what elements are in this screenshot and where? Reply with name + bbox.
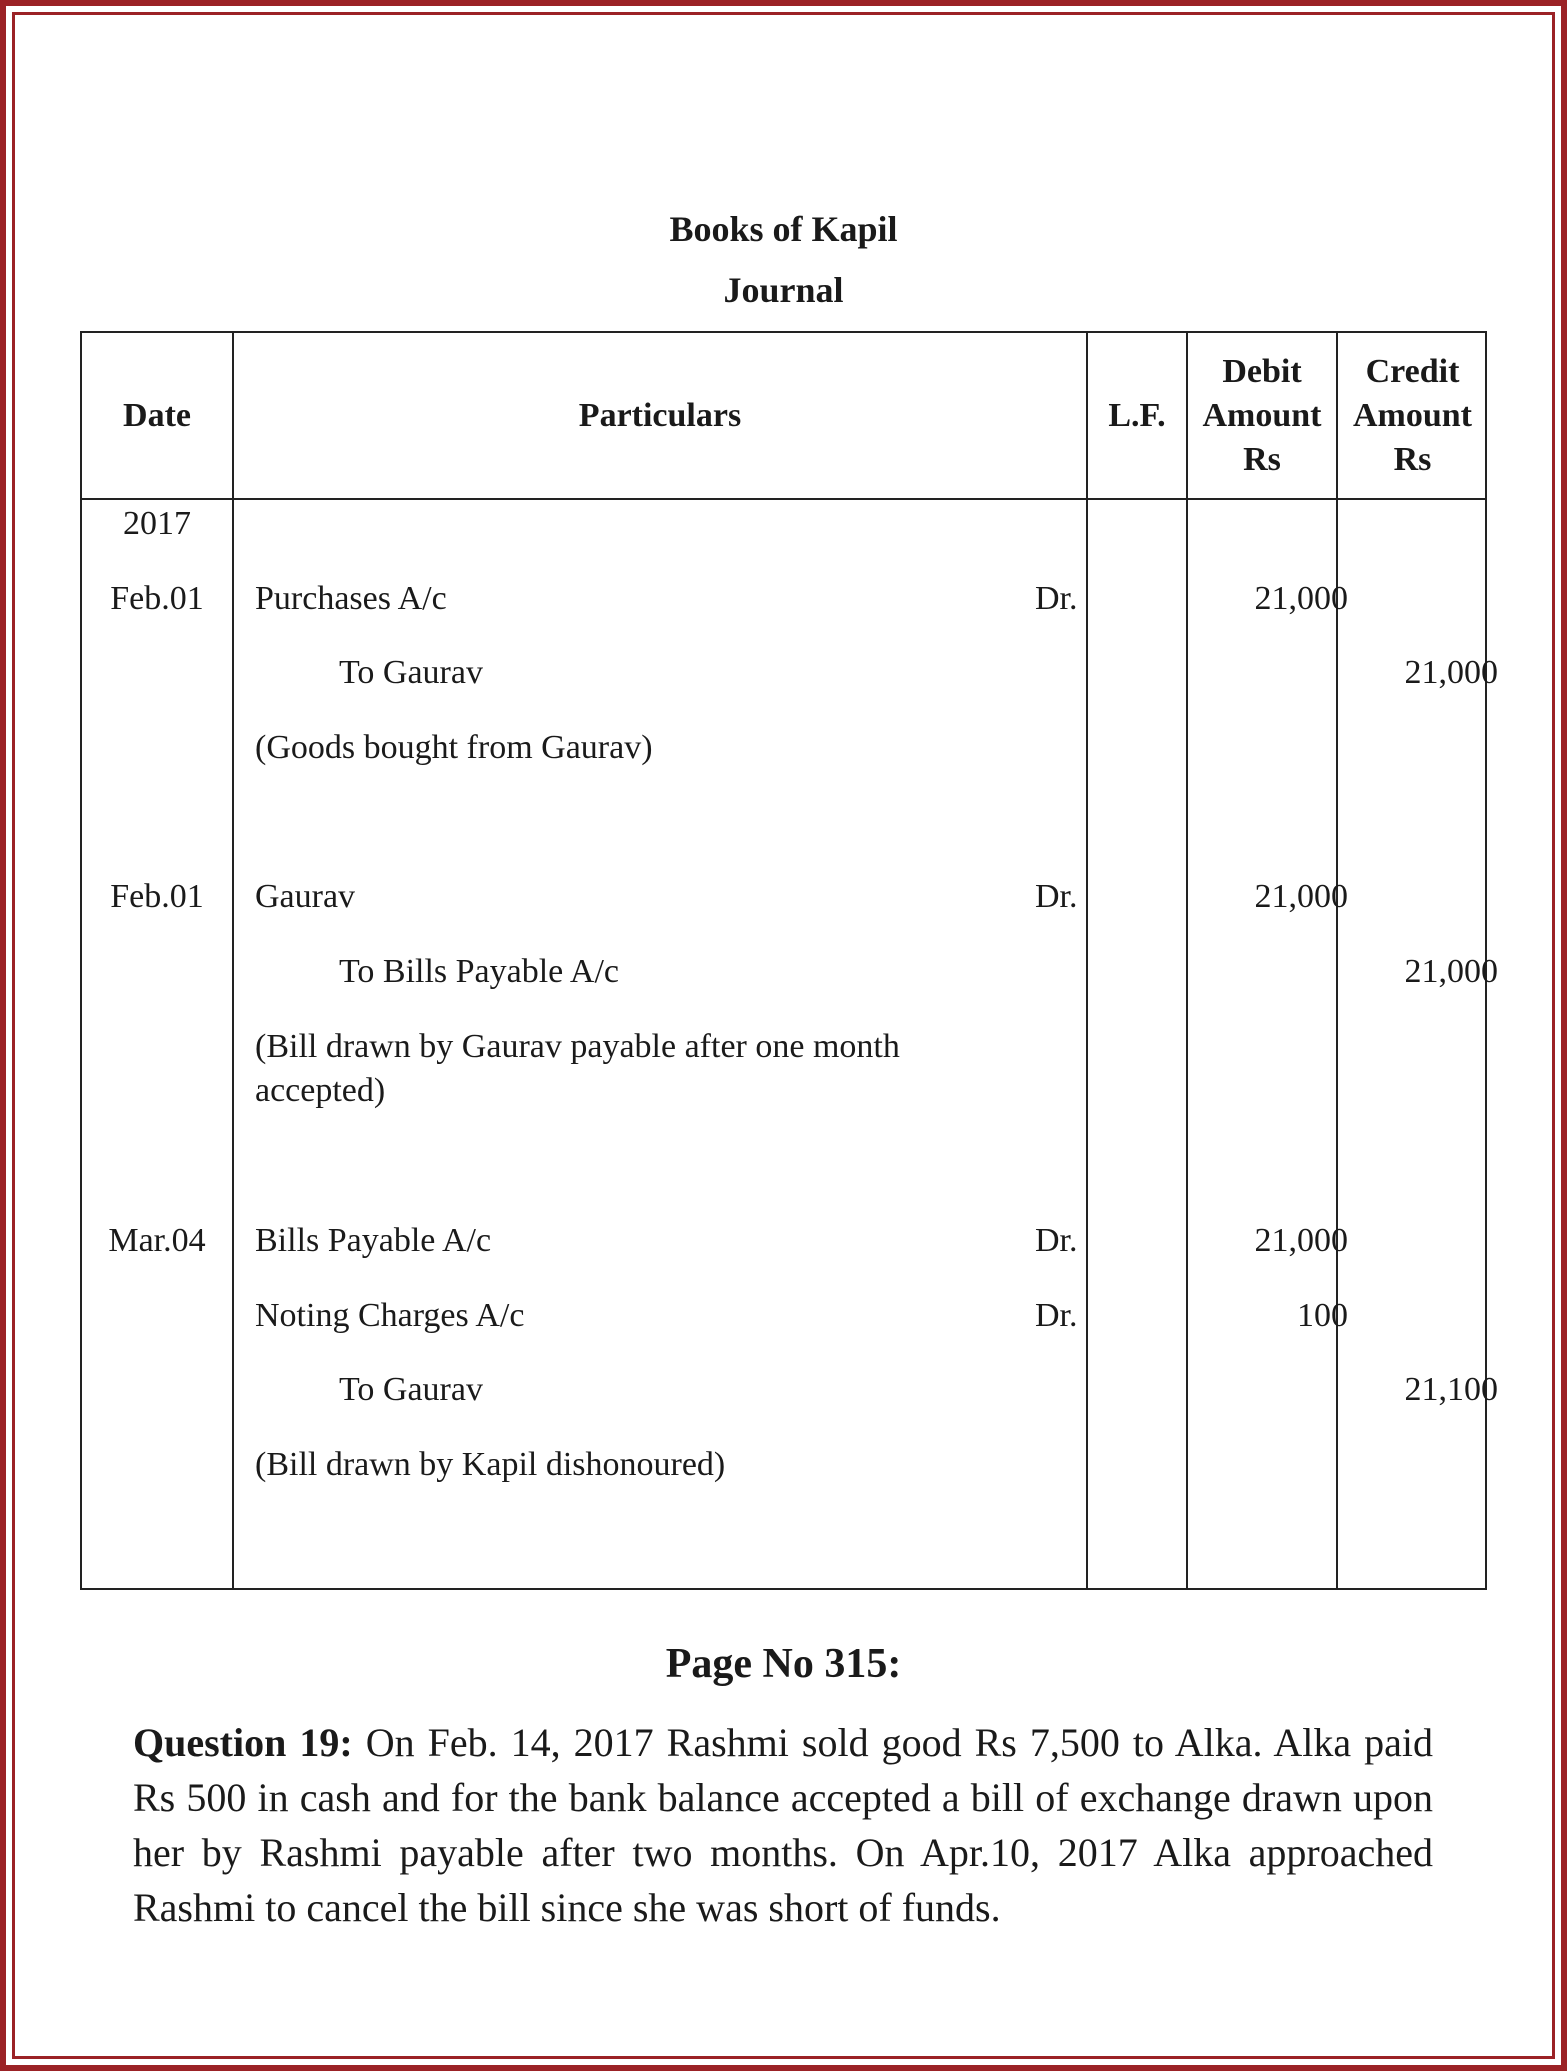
header-credit-line: Credit (1365, 353, 1460, 390)
narration: (Bill drawn by Gaurav payable after one month accepted) (255, 1028, 900, 1109)
header-credit (1338, 333, 1487, 499)
narration: (Bill drawn by Kapil dishonoured) (255, 1446, 726, 1483)
journal-subtitle: Journal (723, 270, 844, 310)
dr-marker: Dr. (1035, 1222, 1078, 1259)
dr-marker: Dr. (1035, 878, 1078, 915)
debit-account: Noting Charges A/c (255, 1297, 525, 1334)
entry-date: Feb.01 (110, 878, 204, 915)
debit-amount: 21,000 (1254, 1222, 1348, 1259)
entry-date: Mar.04 (108, 1222, 206, 1259)
header-credit-line: Amount (1352, 397, 1473, 434)
credit-account: To Bills Payable A/c (339, 953, 619, 990)
header-credit-line: Rs (1393, 441, 1432, 478)
dr-marker: Dr. (1035, 1297, 1078, 1334)
books-title: Books of Kapil (669, 209, 898, 249)
header-debit (1188, 333, 1336, 499)
debit-account: Purchases A/c (255, 580, 447, 617)
question-label: Question 19: (133, 1720, 353, 1765)
header-debit-line: Amount (1202, 397, 1322, 434)
credit-account: To Gaurav (339, 654, 483, 691)
header-date: Date (123, 397, 191, 434)
question-paragraph (133, 1715, 1433, 1935)
column-divider (1186, 333, 1188, 1588)
header-debit-line: Debit (1222, 353, 1302, 390)
question-text: On Feb. 14, 2017 Rashmi sold good Rs 7,500 to Alka. Alka paid Rs 500 in cash and for the bank balance accepted a bill of exchange drawn upon her by Rashmi payable after two months. On Apr.10, 2017 Alka approached Rashmi to cancel the bill since she was short of funds. (133, 1720, 1433, 1930)
debit-amount: 100 (1297, 1297, 1348, 1334)
credit-amount: 21,000 (1404, 953, 1498, 990)
dr-marker: Dr. (1035, 580, 1078, 617)
column-divider (232, 333, 234, 1588)
credit-account: To Gaurav (339, 1371, 483, 1408)
credit-amount: 21,100 (1404, 1371, 1498, 1408)
page-number-heading: Page No 315: (665, 1641, 902, 1687)
debit-account: Bills Payable A/c (255, 1222, 492, 1259)
header-particulars: Particulars (578, 397, 742, 434)
entry-date: Feb.01 (110, 580, 204, 617)
header-debit-line: Rs (1243, 441, 1281, 478)
debit-amount: 21,000 (1254, 580, 1348, 617)
column-divider (1086, 333, 1088, 1588)
credit-amount: 21,000 (1404, 654, 1498, 691)
narration: (Goods bought from Gaurav) (255, 729, 653, 766)
year-cell: 2017 (123, 505, 191, 542)
debit-account: Gaurav (255, 878, 356, 915)
header-lf: L.F. (1108, 397, 1166, 434)
debit-amount: 21,000 (1254, 878, 1348, 915)
journal-table (80, 331, 1498, 1590)
